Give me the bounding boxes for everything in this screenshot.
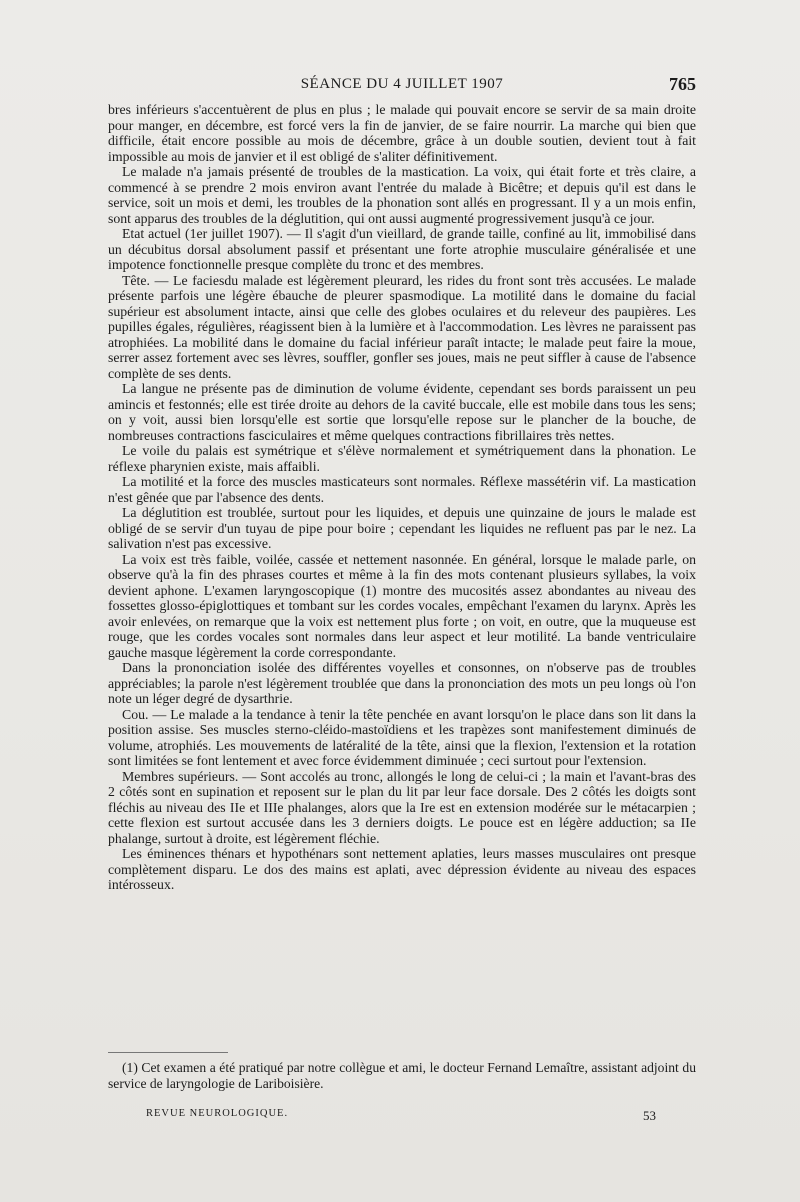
paragraph: Etat actuel (1er juillet 1907). — Il s'agit d'un vieillard, de grande taille, confiné au lit, immobilisé dans un décubitus dorsal absolument passif et présentant une forte atrophie musculaire généralisée et une impotence fonctionnelle presque complète du tronc et des membres. <box>108 226 696 272</box>
footnote-divider <box>108 1052 228 1053</box>
page-number: 765 <box>669 74 696 94</box>
journal-name: REVUE NEUROLOGIQUE. <box>146 1108 289 1119</box>
paragraph: La langue ne présente pas de diminution de volume évidente, cependant ses bords paraissent un peu amincis et festonnés; elle est tirée droite au dehors de la cavité buccale, elle est mobile dans tous les sens; on y voit, aussi bien lorsqu'elle est sortie que lorsqu'elle repose sur le plancher de la bouche, de nombreuses contractions fasciculaires et même quelques contractions fibrillaires très nettes. <box>108 381 696 443</box>
paragraph: La voix est très faible, voilée, cassée et nettement nasonnée. En général, lorsque le malade parle, on observe qu'à la fin des phrases courtes et même à la fin des mots contenant plusieurs syllabes, la voix devient aphone. L'examen laryngoscopique (1) montre des mucosités assez abondantes au niveau des fossettes glosso-épiglottiques et tombant sur les cordes vocales, empêchant l'examen du larynx. Après les avoir enlevées, on remarque que la voix est nettement plus forte ; on voit, en outre, que la muqueuse est rouge, que les cordes vocales sont normales dans leur aspect et leur motilité. La bande ventriculaire gauche masque légèrement la corde correspondante. <box>108 551 696 660</box>
paragraph: Les éminences thénars et hypothénars sont nettement aplaties, leurs masses musculaires ont presque complètement disparu. Le dos des mains est aplati, avec dépression évidente au niveau des espaces intérosseux. <box>108 846 696 892</box>
paragraph: La déglutition est troublée, surtout pour les liquides, et depuis une quinzaine de jours le malade est obligé de se servir d'un tuyau de pipe pour boire ; cependant les liquides ne refluent pas par le nez. La salivation n'est pas excessive. <box>108 505 696 551</box>
paragraph: Membres supérieurs. — Sont accolés au tronc, allongés le long de celui-ci ; la main et l'avant-bras des 2 côtés sont en supination et reposent sur le plan du lit par leur face dorsale. Des 2 côtés les doigts sont fléchis au niveau des IIe et IIIe phalanges, alors que la Ire est en extension modérée sur le métacarpien ; cette flexion est surtout accusée dans les 3 derniers doigts. Le pouce est en légère adduction; sa IIe phalange, surtout à droite, est légèrement fléchie. <box>108 768 696 846</box>
paragraph: Le malade n'a jamais présenté de troubles de la mastication. La voix, qui était forte et très claire, a commencé à se prendre 2 mois environ avant l'entrée du malade à Bicêtre; et depuis qu'il est dans le service, soit un mois et demi, les troubles de la phonation sont allés en progressant. Il y a un mois enfin, sont apparus des troubles de la déglutition, qui ont aussi augmenté progressivement jusqu'à ce jour. <box>108 164 696 226</box>
body-text <box>108 102 696 893</box>
running-header <box>108 70 696 100</box>
signature-mark: 53 <box>643 1108 656 1123</box>
session-title: SÉANCE DU 4 JUILLET 1907 <box>300 76 504 92</box>
paragraph: Cou. — Le malade a la tendance à tenir la tête penchée en avant lorsqu'on le place dans son lit dans la position assise. Ses muscles sterno-cléido-mastoïdiens et les trapèzes sont manifestement diminués de volume, atrophiés. Les mouvements de latéralité de la tête, ainsi que la flexion, l'extension et la rotation sont limitées se font lentement et avec force évidemment diminuée ; ceci surtout pour l'extension. <box>108 706 696 768</box>
paragraph: Dans la prononciation isolée des différentes voyelles et consonnes, on n'observe pas de troubles appréciables; la parole n'est légèrement troublée que dans la prononciation des mots un peu longs où l'on note un léger degré de dysarthrie. <box>108 660 696 706</box>
paragraph: La motilité et la force des muscles masticateurs sont normales. Réflexe massétérin vif. La mastication n'est gênée que par l'absence des dents. <box>108 474 696 505</box>
footnote: (1) Cet examen a été pratiqué par notre collègue et ami, le docteur Fernand Lemaître, assistant adjoint du service de laryngologie de Lariboisière. <box>108 1060 696 1091</box>
paragraph: Le voile du palais est symétrique et s'élève normalement et symétriquement dans la phonation. Le réflexe pharynien existe, mais affaibli. <box>108 443 696 474</box>
running-footer <box>108 1104 696 1128</box>
paragraph: bres inférieurs s'accentuèrent de plus en plus ; le malade qui pouvait encore se servir de sa main droite pour manger, en décembre, est forcé vers la fin de janvier, de se faire nourrir. La marche qui bien que difficile, était encore possible au mois de décembre, grâce à un double soutien, devient tout à fait impossible au mois de janvier et il est obligé de s'aliter définitivement. <box>108 102 696 164</box>
paragraph: Tête. — Le faciesdu malade est légèrement pleurard, les rides du front sont très accusées. Le malade présente parfois une légère ébauche de pleurer spasmodique. La motilité dans le domaine du facial supérieur est absolument intacte, ainsi que celle des globes oculaires et du releveur des paupières. Les pupilles égales, régulières, réagissent bien à la lumière et à l'accommodation. Les lèvres ne paraissent pas atrophiées. La mobilité dans le domaine du facial inférieur paraît intacte; le malade peut faire la moue, serrer assez fortement avec ses lèvres, souffler, gonfler ses joues, mais ne peut siffler à cause de l'absence complète de ses dents. <box>108 272 696 381</box>
